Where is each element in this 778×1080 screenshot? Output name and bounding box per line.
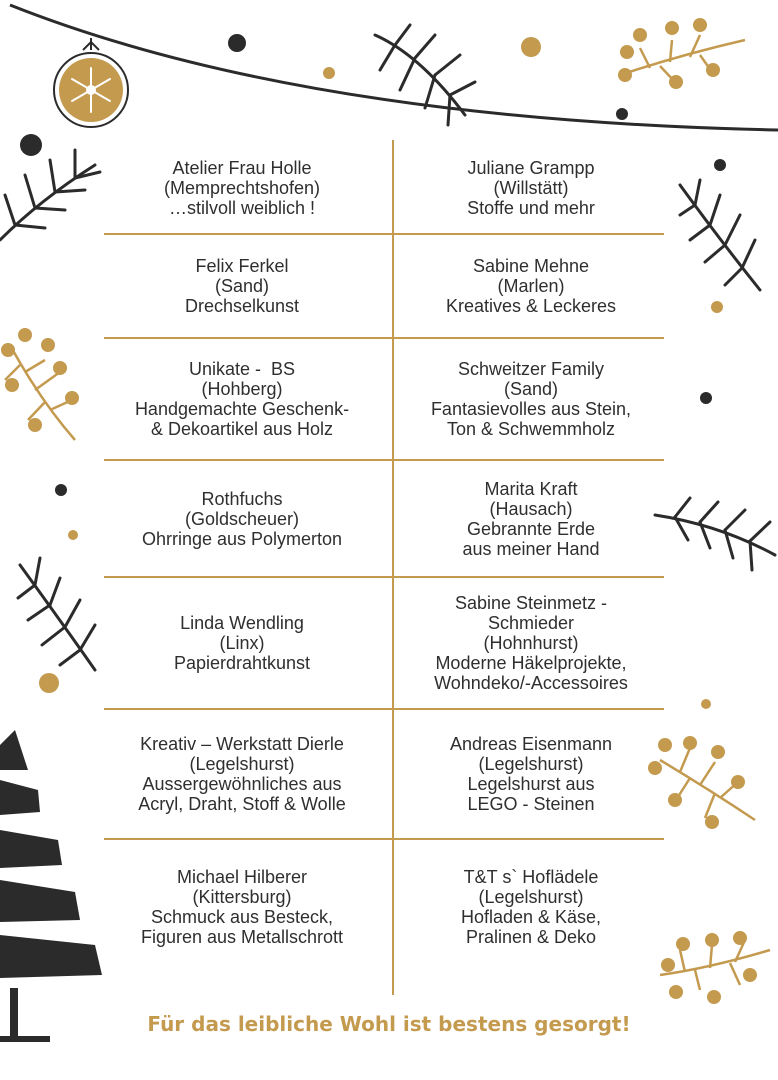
vendor-location: (Hausach) — [489, 498, 573, 519]
vendor-location: (Goldscheuer) — [184, 508, 300, 529]
vendor-entry — [102, 145, 382, 230]
vendor-description: Fantasievolles aus Stein, — [430, 399, 632, 419]
vendor-name: Unikate - BS — [188, 359, 296, 379]
vendor-location: (Hohnhurst) — [483, 633, 579, 653]
pine-branch-icon — [0, 150, 100, 240]
berry-branch-icon — [1, 328, 79, 432]
vendor-description: Acryl, Draht, Stoff & Wolle — [138, 794, 346, 814]
vendor-name: Marita Kraft — [484, 478, 578, 499]
vendor-description: Moderne Häkelprojekte, — [435, 653, 627, 673]
vendor-location: (Memprechtshofen) — [163, 177, 321, 198]
vendor-location: (Legelshurst) — [189, 754, 295, 774]
vendor-name: Sabine Mehne — [472, 256, 590, 276]
berry-branch-icon — [618, 18, 720, 89]
vendor-description: Schmuck aus Besteck, — [150, 907, 334, 927]
vendor-name: Felix Ferkel — [195, 256, 289, 276]
vendor-description: …stilvoll weiblich ! — [168, 197, 316, 218]
vendor-location: (Sand) — [503, 379, 559, 399]
vendor-name: T&T s` Hoflädele — [463, 867, 599, 887]
vendor-entry — [102, 711, 382, 837]
vendor-description: & Dekoartikel aus Holz — [150, 419, 334, 439]
vendor-description: LEGO - Steinen — [467, 794, 595, 814]
vendor-description: Legelshurst aus — [467, 774, 595, 794]
vendor-entry — [391, 236, 671, 336]
vendor-location: (Marlen) — [497, 276, 565, 296]
vendor-description: Papierdrahtkunst — [173, 653, 311, 673]
ornament-bauble-icon — [54, 38, 128, 127]
vendor-description: Aussergewöhnliches aus — [142, 774, 342, 794]
vendor-entry — [102, 462, 382, 575]
vendor-description: Drechselkunst — [184, 296, 300, 316]
row-divider — [104, 576, 664, 578]
pine-branch-icon — [680, 180, 760, 290]
vendor-name: Sabine Steinmetz - — [454, 593, 608, 613]
row-divider — [104, 459, 664, 461]
vendor-location: (Willstätt) — [493, 177, 569, 198]
vendor-name: Linda Wendling — [180, 613, 304, 633]
vendor-name: Schweitzer Family — [457, 359, 605, 379]
vendor-location: (Sand) — [214, 276, 270, 296]
vendor-entry — [102, 340, 382, 458]
vendor-description: Hofladen & Käse, — [460, 907, 602, 927]
vendor-description: Wohndeko/-Accessoires — [434, 673, 628, 693]
vendor-name: Andreas Eisenmann — [449, 734, 613, 754]
vendor-entry — [391, 462, 671, 575]
berry-branch-icon — [620, 35, 745, 82]
vendor-name: Rothfuchs — [201, 488, 283, 509]
vendor-name: Michael Hilberer — [176, 867, 308, 887]
vendor-location: (Linx) — [219, 633, 265, 653]
vendor-location: (Legelshurst) — [478, 754, 584, 774]
row-divider — [104, 233, 664, 235]
vendor-description: Gebrannte Erde — [466, 518, 596, 539]
vendor-name: Schmieder — [487, 613, 575, 633]
vendor-entry — [391, 579, 671, 707]
christmas-tree-icon — [0, 730, 102, 1042]
pine-branch-icon — [375, 25, 475, 125]
vendor-name: Kreativ – Werkstatt Dierle — [140, 734, 344, 754]
vendor-location: (Hohberg) — [201, 379, 283, 399]
pine-branch-icon — [18, 558, 95, 670]
vendor-description: aus meiner Hand — [462, 538, 600, 559]
vendor-description: Pralinen & Deko — [465, 927, 597, 947]
pine-branch-icon — [655, 498, 775, 570]
vendor-entry — [102, 579, 382, 707]
vendor-location: (Legelshurst) — [478, 887, 584, 907]
vendor-name: Juliane Grampp — [467, 157, 595, 178]
vendor-entry — [391, 340, 671, 458]
vendor-description: Figuren aus Metallschrott — [140, 927, 344, 947]
footer-note: Für das leibliche Wohl ist bestens gesorgt! — [147, 1012, 631, 1036]
berry-branch-icon — [660, 940, 770, 990]
vendor-entry — [102, 842, 382, 972]
vendor-description: Stoffe und mehr — [467, 197, 595, 218]
vendor-description: Ton & Schwemmholz — [446, 419, 616, 439]
vendor-entry — [391, 711, 671, 837]
vendor-description: Kreatives & Leckeres — [445, 296, 617, 316]
row-divider — [104, 708, 664, 710]
vendor-entry — [391, 842, 671, 972]
vendor-entry — [102, 236, 382, 336]
vendor-description: Handgemachte Geschenk- — [134, 399, 350, 419]
row-divider — [104, 838, 664, 840]
vendor-name: Atelier Frau Holle — [172, 157, 312, 178]
row-divider — [104, 337, 664, 339]
vendor-description: Ohrringe aus Polymerton — [141, 528, 343, 549]
vendor-location: (Kittersburg) — [192, 887, 292, 907]
vendor-entry — [391, 145, 671, 230]
